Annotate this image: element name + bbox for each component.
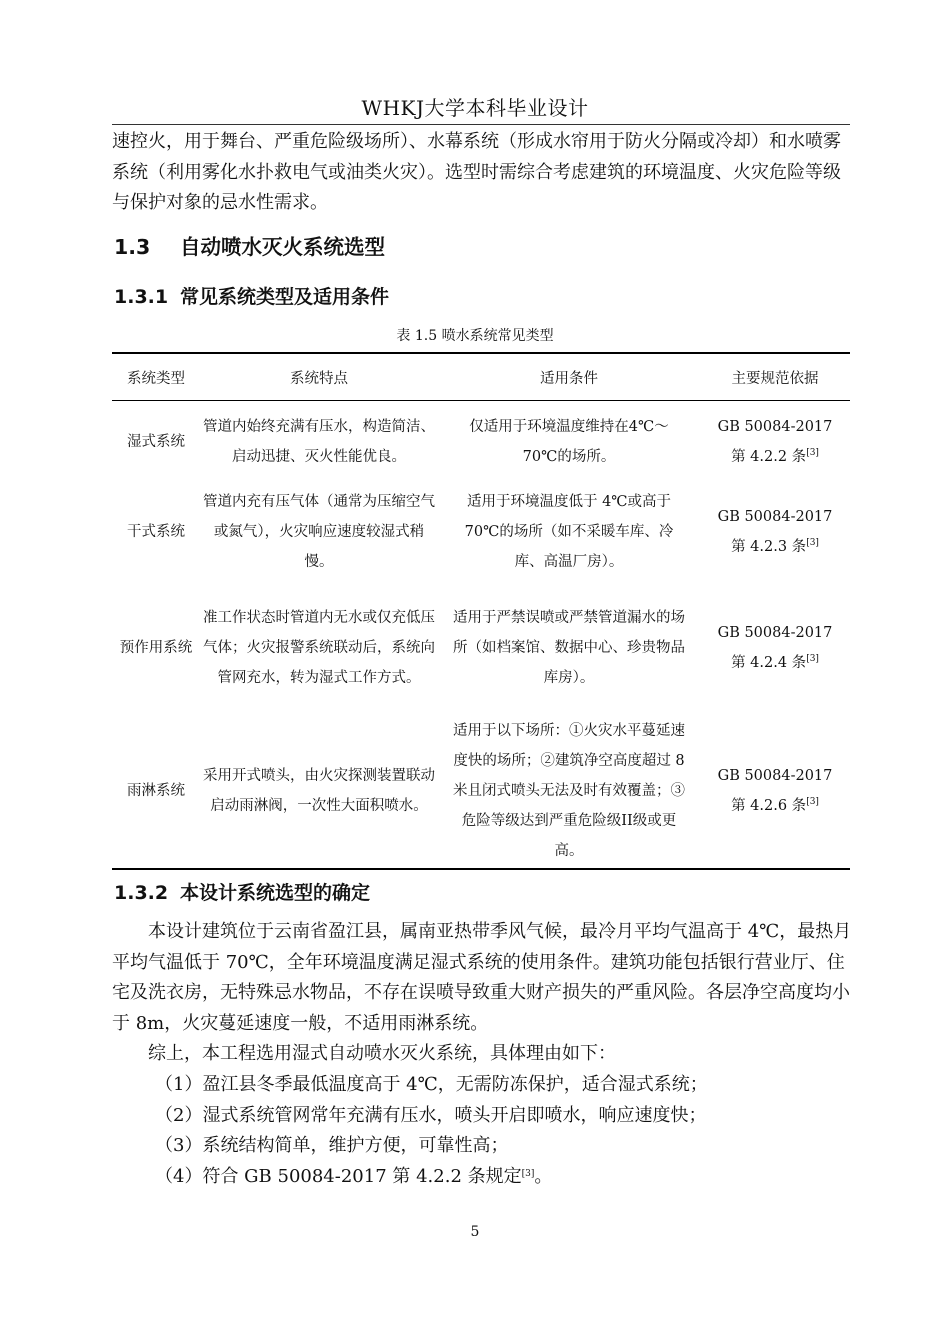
cell-conditions: 适用于以下场所：①火灾水平蔓延速度快的场所；②建筑净空高度超过 8 米且闭式喷头无法及时有效覆盖；③危险等级达到严重危险级II级或更高。: [453, 723, 685, 859]
system-types-table: [112, 352, 850, 870]
table-row: [112, 581, 850, 715]
standard-clause: 第 4.2.4 条: [731, 654, 807, 671]
subsection-number-2: 1.3.2: [114, 882, 169, 904]
citation-ref: [3]: [806, 537, 819, 548]
table-row: [112, 401, 850, 483]
cell-system-type: 湿式系统: [127, 433, 185, 450]
subsection-title-1: 常见系统类型及适用条件: [180, 286, 390, 308]
standard-clause: 第 4.2.2 条: [731, 448, 807, 465]
citation-ref: [3]: [806, 797, 819, 807]
standard-clause: 第 4.2.3 条: [731, 538, 807, 555]
page-number: 5: [470, 1224, 480, 1240]
header-features: 系统特点: [200, 353, 438, 401]
cell-system-type: 雨淋系统: [112, 715, 200, 869]
cell-standard: [710, 761, 840, 821]
standard-code: GB 50084-2017: [717, 508, 833, 525]
table-header-row: [112, 353, 850, 401]
cell-features: 管道内始终充满有压水，构造简洁、启动迅捷、灭火性能优良。: [203, 418, 435, 465]
cell-conditions: 仅适用于环境温度维持在4℃～70℃的场所。: [469, 418, 669, 465]
cell-features: 准工作状态时管道内无水或仅充低压气体；火灾报警系统联动后，系统向管网充水，转为湿式工作方式。: [203, 609, 435, 686]
list-item: （2）湿式系统管网常年充满有压水，喷头开启即喷水，响应速度快；: [155, 1104, 707, 1126]
header-conditions: 适用条件: [438, 353, 700, 401]
list-item: （1）盈江县冬季最低温度高于 4℃，无需防冻保护，适合湿式系统；: [155, 1074, 708, 1095]
standard-clause: 第 4.2.6 条: [731, 798, 807, 814]
header-standard: 主要规范依据: [700, 353, 850, 401]
cell-conditions: 适用于严禁误喷或严禁管道漏水的场所（如档案馆、数据中心、珍贵物品库房）。: [453, 609, 685, 686]
cell-standard: [710, 502, 840, 562]
subsection-title-2: 本设计系统选型的确定: [180, 882, 371, 904]
cell-standard: [710, 412, 840, 472]
citation-ref: [3]: [806, 447, 819, 458]
header-rule: [112, 124, 850, 125]
body-paragraph-2: 综上，本工程选用湿式自动喷水灭火系统，具体理由如下：: [148, 1043, 616, 1064]
header-system-type: 系统类型: [112, 353, 200, 401]
list-item-end: 。: [534, 1165, 553, 1187]
cell-features: 管道内充有压气体（通常为压缩空气或氮气），火灾响应速度较湿式稍慢。: [203, 493, 435, 570]
cell-system-type: 干式系统: [127, 523, 185, 540]
section-heading: [114, 230, 385, 260]
section-number: 1.3: [114, 235, 151, 259]
subsection-number-1: 1.3.1: [114, 286, 169, 308]
cell-standard: [710, 618, 840, 678]
standard-code: GB 50084-2017: [717, 418, 833, 435]
body-paragraph-1: 本设计建筑位于云南省盈江县，属南亚热带季风气候，最冷月平均气温高于 4℃，最热月平均气温低于 70℃，全年环境温度满足湿式系统的使用条件。建筑功能包括银行营业厅、住宅及洗衣房，无特殊忌水物品，不存在误喷导致重大财产损失的严重风险。各层净空高度均小于 8m，火灾蔓延速度一般，不适用雨淋系统。: [112, 921, 852, 1034]
list-item: [155, 1162, 708, 1193]
citation-ref: [3]: [521, 1168, 535, 1179]
cell-conditions: 适用于环境温度低于 4℃或高于 70℃的场所（如不采暖车库、冷库、高温厂房）。: [464, 493, 674, 570]
cell-system-type: 预作用系统: [119, 639, 193, 656]
table-caption: 表 1.5 喷水系统常见类型: [396, 328, 554, 344]
reason-list: [155, 1070, 708, 1192]
list-item: （3）系统结构简单，维护方便，可靠性高；: [155, 1135, 509, 1156]
intro-paragraph: 速控火，用于舞台、严重危险级场所）、水幕系统（形成水帘用于防火分隔或冷却）和水喷雾系统（利用雾化水扑救电气或油类火灾）。选型时需综合考虑建筑的环境温度、火灾危险等级与保护对象的忌水性需求。: [112, 131, 841, 213]
citation-ref: [3]: [806, 653, 819, 664]
list-item-text: （4）符合 GB 50084-2017 第 4.2.2 条规定: [155, 1165, 522, 1187]
page-header: WHKJ大学本科毕业设计: [361, 96, 589, 120]
subsection-heading-1: [114, 282, 389, 309]
standard-code: GB 50084-2017: [717, 768, 833, 784]
cell-features: 采用开式喷头，由火灾探测装置联动启动雨淋阀，一次性大面积喷水。: [203, 768, 435, 814]
section-title: 自动喷水灭火系统选型: [180, 235, 385, 259]
subsection-heading-2: [114, 878, 370, 905]
standard-code: GB 50084-2017: [717, 624, 833, 641]
table-row: [112, 715, 850, 869]
table-row: [112, 483, 850, 581]
